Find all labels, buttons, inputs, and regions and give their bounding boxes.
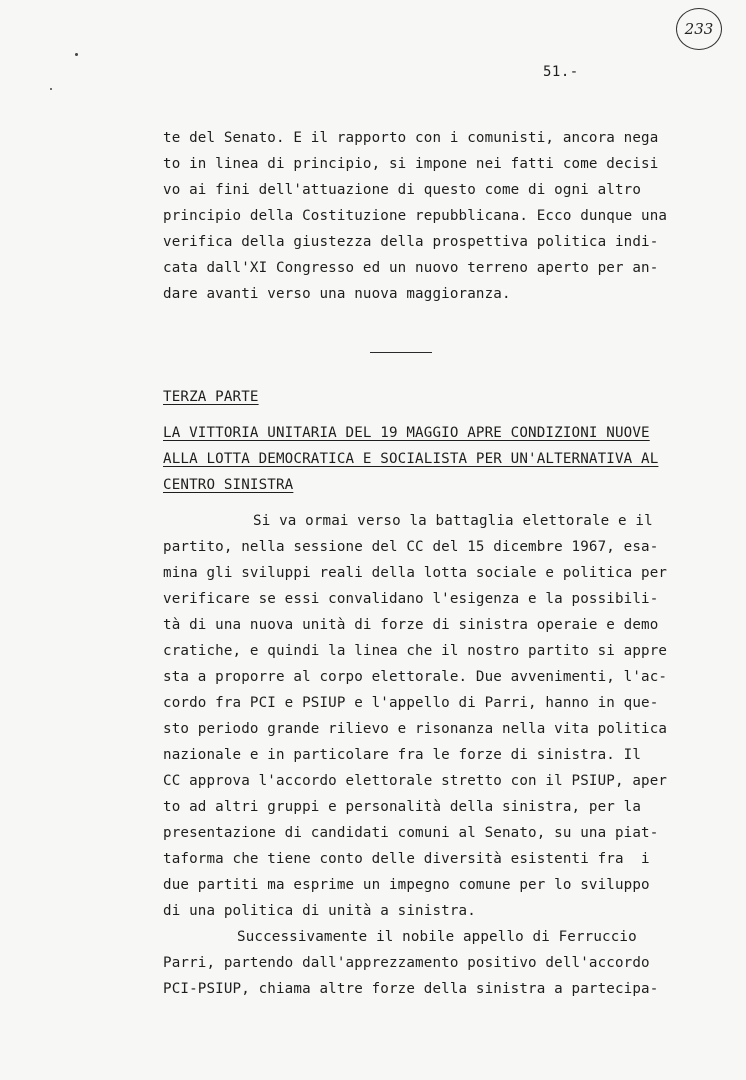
paper-speck [50,88,52,90]
text-line: cratiche, e quindi la linea che il nostro partito si appre [163,643,668,659]
text-line: mina gli sviluppi reali della lotta sociale e politica per [163,565,668,581]
text-line: verifica della giustezza della prospettiva politica indi- [163,234,659,250]
text-line: dare avanti verso una nuova maggioranza. [163,286,511,302]
text-line: di una politica di unità a sinistra. [163,903,476,919]
text-line: tà di una nuova unità di forze di sinistra operaie e demo [163,617,659,633]
text-line: nazionale e in particolare fra le forze di sinistra. Il [163,747,642,763]
text-line: taforma che tiene conto delle diversità esistenti fra i [163,851,650,867]
text-line: to in linea di principio, si impone nei fatti come decisi [163,156,659,172]
text-line: due partiti ma esprime un impegno comune per lo sviluppo [163,877,650,893]
text-line: partito, nella sessione del CC del 15 dicembre 1967, esa- [163,539,659,555]
text-line: Si va ormai verso la battaglia elettorale e il [253,513,653,529]
text-line: vo ai fini dell'attuazione di questo come di ogni altro [163,182,642,198]
text-line: cordo fra PCI e PSIUP e l'appello di Parri, hanno in que- [163,695,659,711]
section-divider [370,352,432,353]
text-line: verificare se essi convalidano l'esigenza e la possibili- [163,591,659,607]
text-line: to ad altri gruppi e personalità della sinistra, per la [163,799,642,815]
text-line: sta a proporre al corpo elettorale. Due avvenimenti, l'ac- [163,669,668,685]
text-line: presentazione di candidati comuni al Senato, su una piat- [163,825,659,841]
text-line: te del Senato. E il rapporto con i comunisti, ancora nega [163,130,659,146]
text-line: PCI-PSIUP, chiama altre forze della sinistra a partecipa- [163,981,659,997]
text-line: Parri, partendo dall'apprezzamento positivo dell'accordo [163,955,650,971]
text-line: cata dall'XI Congresso ed un nuovo terreno aperto per an- [163,260,659,276]
section-heading-line: LA VITTORIA UNITARIA DEL 19 MAGGIO APRE CONDIZIONI NUOVE [163,425,650,441]
section-label: TERZA PARTE [163,389,259,405]
text-line: principio della Costituzione repubblicana. Ecco dunque una [163,208,668,224]
text-line: sto periodo grande rilievo e risonanza nella vita politica [163,721,668,737]
section-heading-line: ALLA LOTTA DEMOCRATICA E SOCIALISTA PER UN'ALTERNATIVA AL [163,451,659,467]
text-line: Successivamente il nobile appello di Ferruccio [237,929,637,945]
archive-page-stamp: 233 [676,8,722,50]
section-heading-line: CENTRO SINISTRA [163,477,294,493]
paper-speck [75,53,78,56]
text-line: CC approva l'accordo elettorale stretto con il PSIUP, aper [163,773,668,789]
page-number: 51.- [543,64,579,80]
